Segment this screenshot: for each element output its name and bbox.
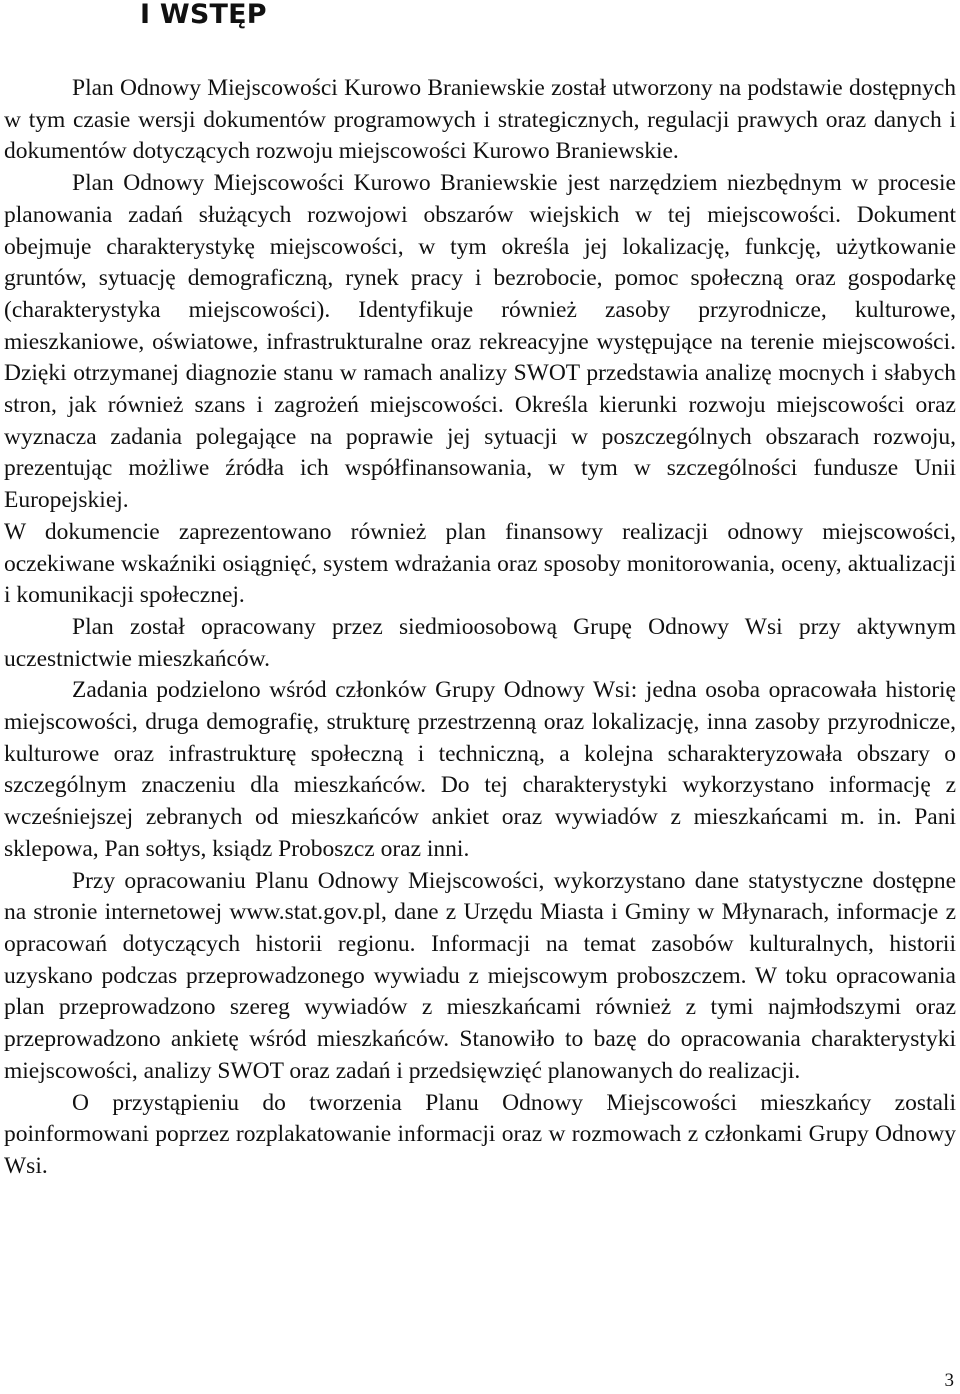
paragraph-working-group: Plan został opracowany przez siedmioosobową Grupę Odnowy Wsi przy aktywnym uczestnictwie mieszkańców. xyxy=(4,613,956,672)
paragraph-task-division: Zadania podzielono wśród członków Grupy Odnowy Wsi: jedna osoba opracowała historię miejscowości, druga demografię, strukturę przestrzenną oraz lokalizację, inna zasoby przyrodnicze, kulturowe oraz infrastrukturę społeczną i techniczną, a kolejna scharakteryzowała obszary o szczególnym znaczeniu dla mieszkańców. Do tej charakterystyki wykorzystano informację z wcześniejszej zebranych od mieszkańców ankiet oraz wywiadów z mieszkańcami m. in. Pani sklepowa, Pan sołtys, ksiądz Proboszcz oraz inni. xyxy=(4,677,956,862)
paragraph-data-sources: Przy opracowaniu Planu Odnowy Miejscowości, wykorzystano dane statystyczne dostępne na stronie internetowej www.stat.gov.pl, dane z Urzędu Miasta i Gminy w Młynarach, informacje z opracowań dotyczących historii regionu. Informacji na temat zasobów kulturalnych, historii uzyskano podczas przeprowadzonego wywiadu z miejscowym proboszczem. W toku opracowania plan przeprowadzono szereg wywiadów z mieszkańcami również z tymi najmłodszymi oraz przeprowadzono ankietę wśród mieszkańców. Stanowiło to bazę do opracowania charakterystyki miejscowości, analizy SWOT oraz zadań i przedsięwzięć planowanych do realizacji. xyxy=(4,867,956,1084)
paragraph-residents-informed: O przystąpieniu do tworzenia Planu Odnowy Miejscowości mieszkańcy zostali poinformowani poprzez rozplakatowanie informacji oraz w rozmowach z członkami Grupy Odnowy Wsi. xyxy=(4,1089,956,1179)
section-heading: I WSTĘP xyxy=(140,0,267,30)
paragraph-intro: Plan Odnowy Miejscowości Kurowo Braniewskie został utworzony na podstawie dostępnych w tym czasie wersji dokumentów programowych i strategicznych, regulacji prawych oraz danych i dokumentów dotyczących rozwoju miejscowości Kurowo Braniewskie. xyxy=(4,75,956,165)
page-number: 3 xyxy=(944,1370,954,1391)
paragraph-plan-scope: Plan Odnowy Miejscowości Kurowo Braniewskie jest narzędziem niezbędnym w procesie planowania zadań służących rozwojowi obszarów wiejskich w tej miejscowości. Dokument obejmuje charakterystykę miejscowości, w tym określa jej lokalizację, funkcję, użytkowanie gruntów, sytuację demograficzną, rynek pracy i bezrobocie, pomoc społeczną oraz gospodarkę (charakterystyka miejscowości). Identyfikuje również zasoby przyrodnicze, kulturowe, mieszkaniowe, oświatowe, infrastrukturalne oraz rekreacyjne występujące na terenie miejscowości. Dzięki otrzymanej diagnozie stanu w ramach analizy SWOT przedstawia analizę mocnych i słabych stron, jak również szans i zagrożeń miejscowości. Określa kierunki rozwoju miejscowości oraz wyznacza zadania polegające na poprawie jej sytuacji w poszczególnych obszarach rozwoju, prezentując możliwe źródła ich współfinansowania, w tym w szczególności fundusze Unii Europejskiej. xyxy=(4,170,956,514)
document-body xyxy=(4,73,956,1183)
paragraph-financial-plan: W dokumencie zaprezentowano również plan finansowy realizacji odnowy miejscowości, oczekiwane wskaźniki osiągnięć, system wdrażania oraz sposoby monitorowania, oceny, aktualizacji i komunikacji społecznej. xyxy=(4,518,956,609)
